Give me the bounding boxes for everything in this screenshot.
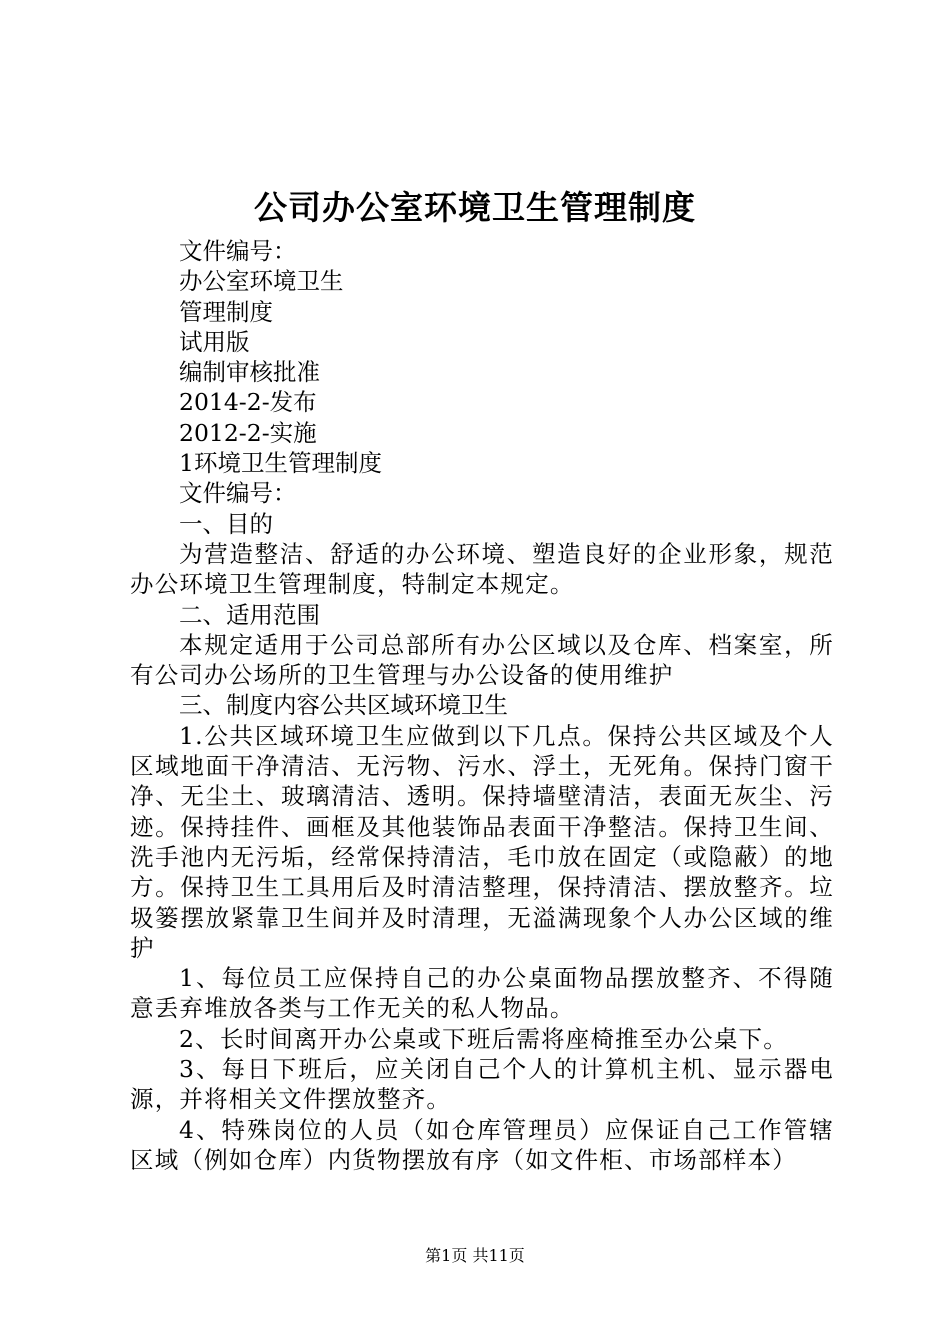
- header-line-version: 试用版: [179, 327, 250, 356]
- purpose-heading: 一、目的: [179, 509, 273, 538]
- header-line-publish-date: 2014-2-发布: [179, 388, 317, 417]
- personal-item-3: 3、每日下班后，应关闭自己个人的计算机主机、显示器电源，并将相关文件摆放整齐。: [130, 1055, 834, 1114]
- header-line-office: 办公室环境卫生: [179, 267, 344, 296]
- purpose-paragraph: 为营造整洁、舒适的办公环境、塑造良好的企业形象，规范办公环境卫生管理制度，特制定本规定。: [130, 539, 834, 599]
- personal-item-1: 1、每位员工应保持自己的办公桌面物品摆放整齐、不得随意丢弃堆放各类与工作无关的私人物品。: [130, 964, 834, 1023]
- header-line-approval: 编制审核批准: [179, 358, 320, 387]
- page-footer: 第1页 共11页: [425, 1246, 525, 1265]
- content-heading: 三、制度内容公共区域环境卫生: [179, 691, 508, 720]
- section-title-line: 1环境卫生管理制度: [179, 449, 382, 478]
- file-number-label-2: 文件编号：: [179, 479, 297, 508]
- public-area-paragraph: 1.公共区域环境卫生应做到以下几点。保持公共区域及个人区域地面干净清洁、无污物、污水、浮土，无死角。保持门窗干净、无尘土、玻璃清洁、透明。保持墙壁清洁，表面无灰尘、污迹。保持挂件、画框及其他装饰品表面干净整洁。保持卫生间、洗手池内无污垢，经常保持清洁，毛巾放在固定（或隐蔽）的地方。保持卫生工具用后及时清洁整理，保持清洁、摆放整齐。垃圾篓摆放紧靠卫生间并及时清理，无溢满现象个人办公区域的维护: [130, 721, 834, 962]
- personal-item-2: 2、长时间离开办公桌或下班后需将座椅推至办公桌下。: [179, 1024, 788, 1053]
- personal-item-4: 4、特殊岗位的人员（如仓库管理员）应保证自己工作管辖区域（例如仓库）内货物摆放有序（如文件柜、市场部样本）: [130, 1115, 834, 1174]
- scope-paragraph: 本规定适用于公司总部所有办公区域以及仓库、档案室，所有公司办公场所的卫生管理与办公设备的使用维护: [130, 630, 834, 690]
- scope-heading: 二、适用范围: [179, 600, 320, 629]
- document-body: [130, 236, 834, 1175]
- document-title: 公司办公室环境卫生管理制度: [254, 188, 696, 227]
- file-number-label: 文件编号：: [179, 237, 297, 265]
- header-line-system: 管理制度: [179, 297, 273, 326]
- header-line-effective-date: 2012-2-实施: [179, 418, 317, 447]
